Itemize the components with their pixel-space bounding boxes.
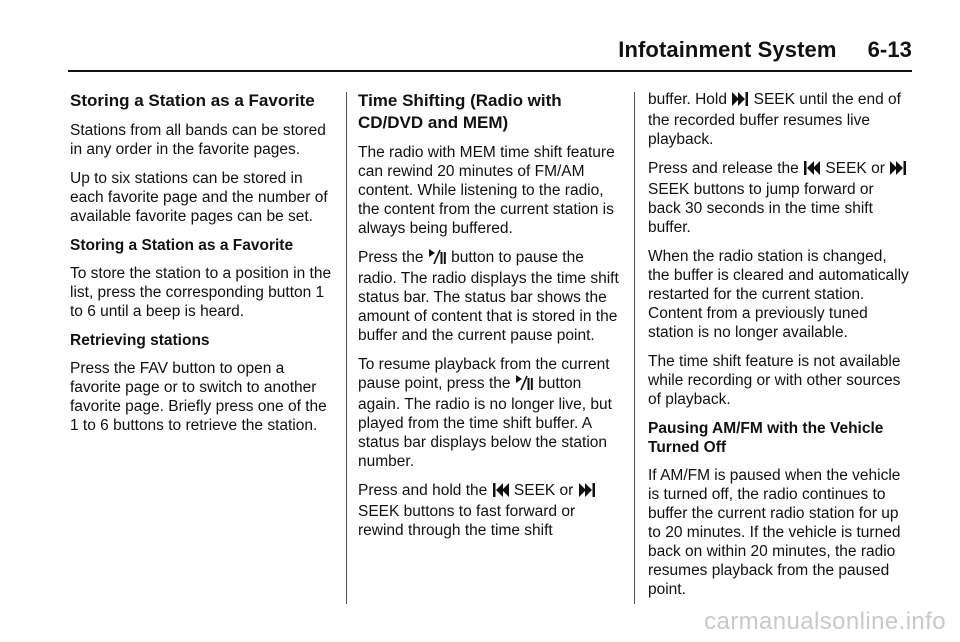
text-run: SEEK buttons to jump forward or back 30 seconds in the time shift buffer. — [648, 181, 874, 236]
paragraph: If AM/FM is paused when the vehicle is turned off, the radio continues to buffer the current radio station for up to 20 minutes. If the vehicle is turned back on within 20 minutes, the radio resumes playback from the paused point. — [648, 467, 901, 598]
paragraph — [358, 481, 620, 540]
paragraph: Press the FAV button to open a favorite page or to switch to another favorite page. Briefly press one of the 1 to 6 buttons to retrieve the station. — [70, 360, 327, 434]
column-divider — [346, 92, 347, 604]
paragraph — [358, 248, 620, 345]
seek-forward-icon — [579, 483, 595, 502]
paragraph — [648, 90, 910, 149]
paragraph: Stations from all bands can be stored in any order in the favorite pages. — [70, 122, 326, 158]
section-heading-storing-favorite: Storing a Station as a Favorite — [70, 91, 315, 110]
text-run: buffer. Hold — [648, 91, 727, 108]
text-run: button again. The radio is no longer live, but played from the time shift buffer. A status bar displays below the station number. — [358, 375, 612, 470]
paragraph: The time shift feature is not available while recording or with other sources of playback. — [648, 353, 901, 408]
text-run: Press and release the — [648, 160, 799, 177]
seek-forward-icon — [890, 161, 906, 180]
text-run: To resume playback from the current pause point, press the — [358, 356, 610, 392]
section-heading-time-shifting: Time Shifting (Radio with CD/DVD and MEM) — [358, 91, 562, 132]
paragraph: The radio with MEM time shift feature can rewind 20 minutes of FM/AM content. While listening to the radio, the content from the current station is always being buffered. — [358, 144, 615, 237]
header-rule — [68, 70, 912, 72]
subheading-retrieving-stations: Retrieving stations — [70, 332, 210, 349]
column-2 — [358, 90, 620, 550]
subheading-storing-favorite: Storing a Station as a Favorite — [70, 237, 294, 254]
text-run: SEEK buttons to fast forward or rewind through the time shift — [358, 503, 576, 539]
watermark: carmanualsonline.info — [704, 608, 946, 635]
paragraph: Up to six stations can be stored in each favorite page and the number of available favorite pages can be set. — [70, 170, 328, 225]
play-pause-icon — [516, 375, 533, 395]
page-header — [0, 0, 960, 78]
column-3 — [648, 90, 910, 609]
text-run: Press the — [358, 249, 424, 266]
seek-back-icon — [804, 161, 820, 180]
column-1 — [70, 90, 332, 445]
play-pause-icon — [429, 249, 446, 269]
paragraph: To store the station to a position in the list, press the corresponding button 1 to 6 until a beep is heard. — [70, 265, 332, 320]
paragraph: When the radio station is changed, the buffer is cleared and automatically restarted for the current station. Content from a previously tuned station is no longer available. — [648, 248, 909, 341]
paragraph — [648, 159, 910, 237]
subheading-pausing-am-fm: Pausing AM/FM with the Vehicle Turned Off — [648, 420, 884, 456]
page-title: Infotainment System 6-13 — [618, 37, 912, 62]
paragraph — [358, 355, 620, 471]
text-run: button to pause the radio. The radio displays the time shift status bar. The status bar shows the amount of content that is stored in the buffer and the current pause point. — [358, 249, 619, 344]
text-run: Press and hold the — [358, 482, 488, 499]
text-run: SEEK or — [513, 482, 574, 499]
column-divider — [634, 92, 635, 604]
text-run: SEEK or — [825, 160, 885, 177]
text-run: SEEK until the end of the recorded buffer resumes live playback. — [648, 91, 901, 148]
seek-back-icon — [493, 483, 509, 502]
seek-forward-icon — [732, 92, 748, 111]
